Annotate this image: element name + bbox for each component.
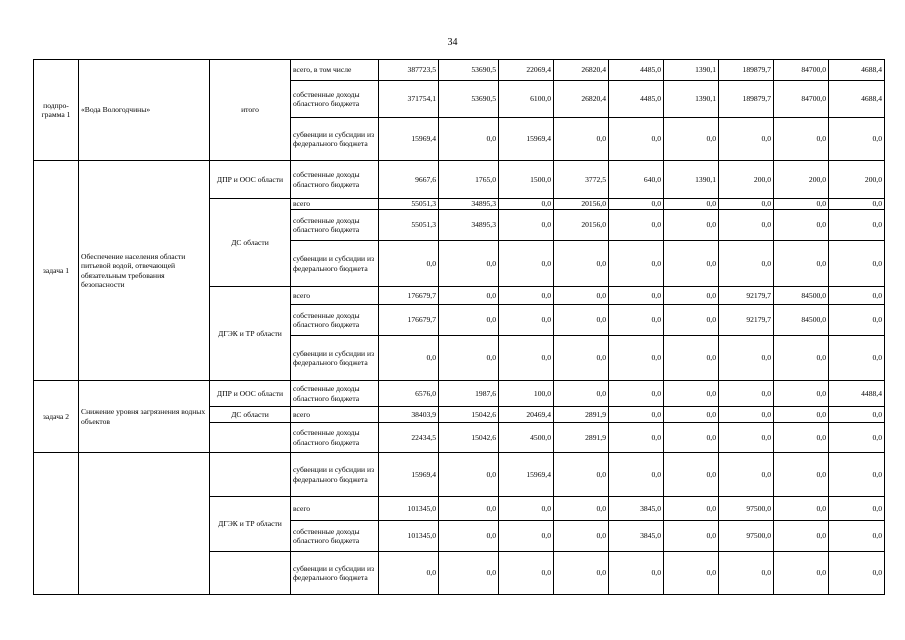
value-cell: 84500,0 [774,287,829,305]
value-cell: 0,0 [609,423,664,453]
value-cell: 53690,5 [439,60,499,81]
value-cell: 0,0 [719,241,774,287]
value-cell: 0,0 [719,381,774,407]
value-cell: 0,0 [774,210,829,241]
page-number: 34 [447,37,458,48]
value-cell: 0,0 [609,210,664,241]
source-cell: собственные доходы областного бюджета [291,305,379,336]
source-cell: субвенции и субсидии из федерального бюджета [291,552,379,595]
value-cell: 6576,0 [379,381,439,407]
value-cell: 4688,4 [829,60,885,81]
value-cell: 100,0 [499,381,554,407]
value-cell: 189879,7 [719,60,774,81]
value-cell: 20156,0 [554,199,609,210]
value-cell: 0,0 [554,453,609,497]
value-cell: 0,0 [499,497,554,521]
value-cell: 200,0 [774,161,829,199]
value-cell: 15969,4 [379,118,439,161]
value-cell: 0,0 [499,336,554,381]
value-cell: 0,0 [499,521,554,552]
executor-itogo: итого [210,60,291,161]
value-cell: 6100,0 [499,81,554,118]
executor-dpr: ДПР и ООС области [210,381,291,407]
value-cell: 101345,0 [379,521,439,552]
value-cell: 15969,4 [499,453,554,497]
value-cell: 2891,9 [554,423,609,453]
value-cell: 1500,0 [499,161,554,199]
budget-table [33,59,885,595]
source-cell: всего [291,199,379,210]
value-cell: 0,0 [439,336,499,381]
task2-label: задача 2 [34,381,79,453]
value-cell: 84700,0 [774,60,829,81]
value-cell: 0,0 [829,336,885,381]
value-cell: 0,0 [774,407,829,423]
table-row [34,381,885,407]
value-cell: 0,0 [774,453,829,497]
value-cell: 1390,1 [664,81,719,118]
value-cell: 0,0 [439,118,499,161]
value-cell: 9667,6 [379,161,439,199]
value-cell: 0,0 [829,118,885,161]
value-cell: 0,0 [664,521,719,552]
value-cell: 0,0 [379,241,439,287]
value-cell: 0,0 [609,453,664,497]
value-cell: 0,0 [829,305,885,336]
source-cell: субвенции и субсидии из федерального бюджета [291,118,379,161]
value-cell: 0,0 [774,199,829,210]
value-cell: 15969,4 [499,118,554,161]
value-cell: 0,0 [609,381,664,407]
value-cell: 0,0 [719,199,774,210]
value-cell: 176679,7 [379,287,439,305]
value-cell: 0,0 [609,118,664,161]
value-cell: 0,0 [774,381,829,407]
value-cell: 101345,0 [379,497,439,521]
value-cell: 0,0 [609,241,664,287]
value-cell: 4488,4 [829,381,885,407]
value-cell: 0,0 [829,210,885,241]
value-cell: 0,0 [609,305,664,336]
value-cell: 0,0 [379,552,439,595]
value-cell: 0,0 [829,552,885,595]
value-cell: 92179,7 [719,287,774,305]
task1-name: Обеспечение населения области питьевой водой, отвечающей обязательным требования безопасности [79,161,210,381]
value-cell: 0,0 [719,336,774,381]
value-cell: 0,0 [499,305,554,336]
value-cell: 0,0 [829,423,885,453]
executor-dgek: ДГЭК и ТР области [210,497,291,552]
value-cell: 38403,9 [379,407,439,423]
subprogram-name: «Вода Вологодчины» [79,60,210,161]
value-cell: 0,0 [774,118,829,161]
value-cell: 0,0 [664,453,719,497]
value-cell: 0,0 [499,552,554,595]
value-cell: 0,0 [499,199,554,210]
value-cell: 0,0 [664,241,719,287]
table-row [34,60,885,81]
value-cell: 0,0 [719,423,774,453]
value-cell: 0,0 [609,287,664,305]
value-cell: 84700,0 [774,81,829,118]
value-cell: 0,0 [719,552,774,595]
value-cell: 92179,7 [719,305,774,336]
source-cell: всего, в том числе [291,60,379,81]
value-cell: 0,0 [664,336,719,381]
source-cell: собственные доходы областного бюджета [291,521,379,552]
value-cell: 0,0 [829,453,885,497]
value-cell: 0,0 [554,497,609,521]
source-cell: собственные доходы областного бюджета [291,210,379,241]
empty-cell [79,453,210,595]
empty-cell [34,453,79,595]
value-cell: 200,0 [719,161,774,199]
value-cell: 1987,6 [439,381,499,407]
value-cell: 0,0 [379,336,439,381]
value-cell: 0,0 [829,497,885,521]
value-cell: 4485,0 [609,81,664,118]
value-cell: 0,0 [774,521,829,552]
executor-empty [210,423,291,453]
table-row [34,453,885,497]
value-cell: 387723,5 [379,60,439,81]
value-cell: 0,0 [554,118,609,161]
value-cell: 0,0 [664,210,719,241]
value-cell: 0,0 [664,287,719,305]
table-row [34,161,885,199]
source-cell: собственные доходы областного бюджета [291,381,379,407]
value-cell: 0,0 [439,552,499,595]
value-cell: 0,0 [719,407,774,423]
value-cell: 0,0 [554,381,609,407]
value-cell: 1765,0 [439,161,499,199]
value-cell: 0,0 [499,210,554,241]
value-cell: 55051,3 [379,199,439,210]
value-cell: 1390,1 [664,161,719,199]
source-cell: собственные доходы областного бюджета [291,423,379,453]
value-cell: 0,0 [554,305,609,336]
value-cell: 1390,1 [664,60,719,81]
value-cell: 0,0 [554,552,609,595]
value-cell: 200,0 [829,161,885,199]
value-cell: 0,0 [774,336,829,381]
value-cell: 4500,0 [499,423,554,453]
source-cell: субвенции и субсидии из федерального бюджета [291,453,379,497]
value-cell: 0,0 [719,118,774,161]
value-cell: 0,0 [609,336,664,381]
value-cell: 176679,7 [379,305,439,336]
value-cell: 0,0 [664,407,719,423]
value-cell: 0,0 [719,453,774,497]
value-cell: 26820,4 [554,81,609,118]
source-cell: собственные доходы областного бюджета [291,81,379,118]
value-cell: 0,0 [439,305,499,336]
subprogram-label: подпро- грамма 1 [34,60,79,161]
value-cell: 0,0 [554,241,609,287]
value-cell: 2891,9 [554,407,609,423]
value-cell: 0,0 [439,521,499,552]
value-cell: 3845,0 [609,497,664,521]
source-cell: собственные доходы областного бюджета [291,161,379,199]
executor-dgek: ДГЭК и ТР области [210,287,291,381]
value-cell: 4688,4 [829,81,885,118]
value-cell: 0,0 [439,497,499,521]
value-cell: 0,0 [719,210,774,241]
executor-ds: ДС области [210,199,291,287]
value-cell: 0,0 [609,407,664,423]
source-cell: субвенции и субсидии из федерального бюджета [291,241,379,287]
value-cell: 0,0 [664,199,719,210]
value-cell: 0,0 [774,497,829,521]
value-cell: 0,0 [774,552,829,595]
value-cell: 97500,0 [719,521,774,552]
value-cell: 0,0 [829,241,885,287]
value-cell: 53690,5 [439,81,499,118]
value-cell: 0,0 [664,497,719,521]
source-cell: всего [291,407,379,423]
value-cell: 15042,6 [439,423,499,453]
value-cell: 640,0 [609,161,664,199]
value-cell: 15042,6 [439,407,499,423]
executor-ds: ДС области [210,407,291,423]
value-cell: 3845,0 [609,521,664,552]
value-cell: 0,0 [499,287,554,305]
value-cell: 0,0 [554,521,609,552]
executor-empty [210,453,291,497]
value-cell: 55051,3 [379,210,439,241]
value-cell: 34895,3 [439,199,499,210]
value-cell: 0,0 [439,287,499,305]
value-cell: 0,0 [664,118,719,161]
executor-empty [210,552,291,595]
value-cell: 34895,3 [439,210,499,241]
source-cell: всего [291,287,379,305]
value-cell: 22069,4 [499,60,554,81]
value-cell: 84500,0 [774,305,829,336]
value-cell: 0,0 [829,407,885,423]
value-cell: 0,0 [829,199,885,210]
value-cell: 0,0 [774,241,829,287]
value-cell: 0,0 [664,552,719,595]
source-cell: всего [291,497,379,521]
source-cell: субвенции и субсидии из федерального бюджета [291,336,379,381]
value-cell: 0,0 [439,241,499,287]
value-cell: 0,0 [664,305,719,336]
value-cell: 22434,5 [379,423,439,453]
value-cell: 189879,7 [719,81,774,118]
task2-name: Снижение уровня загрязнения водных объектов [79,381,210,453]
value-cell: 0,0 [829,521,885,552]
executor-dpr: ДПР и ООС области [210,161,291,199]
value-cell: 0,0 [664,423,719,453]
value-cell: 97500,0 [719,497,774,521]
value-cell: 20156,0 [554,210,609,241]
value-cell: 3772,5 [554,161,609,199]
value-cell: 20469,4 [499,407,554,423]
value-cell: 0,0 [609,199,664,210]
value-cell: 371754,1 [379,81,439,118]
value-cell: 0,0 [609,552,664,595]
value-cell: 0,0 [664,381,719,407]
value-cell: 0,0 [554,287,609,305]
value-cell: 26820,4 [554,60,609,81]
value-cell: 0,0 [554,336,609,381]
value-cell: 0,0 [829,287,885,305]
value-cell: 0,0 [439,453,499,497]
value-cell: 0,0 [499,241,554,287]
value-cell: 15969,4 [379,453,439,497]
task1-label: задача 1 [34,161,79,381]
value-cell: 4485,0 [609,60,664,81]
value-cell: 0,0 [774,423,829,453]
